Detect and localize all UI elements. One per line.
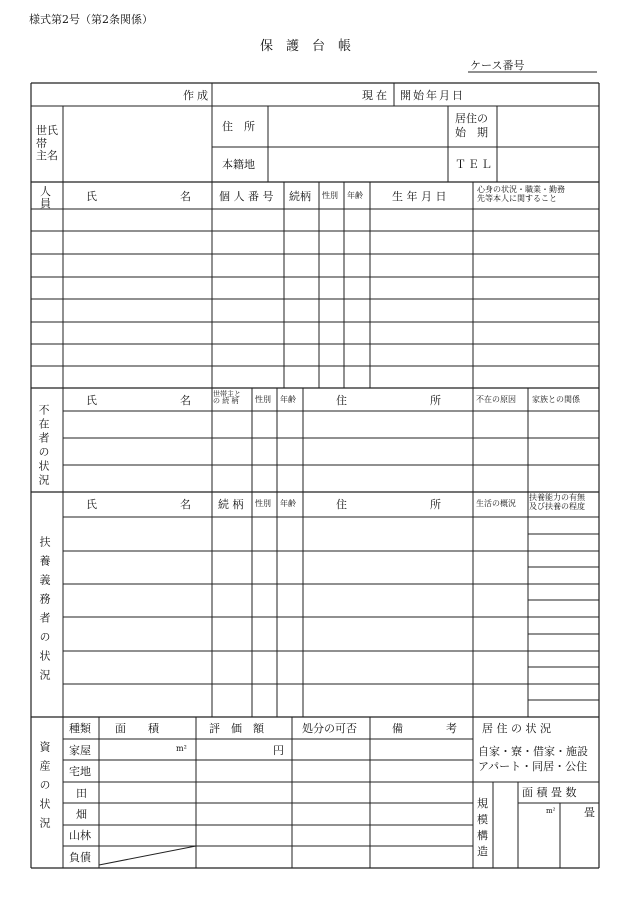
abs-col-name-b: 名 xyxy=(180,394,191,407)
current-label: 現在 xyxy=(362,89,390,102)
abs-col-address-a: 住 xyxy=(336,394,347,407)
col-name-b: 名 xyxy=(180,190,191,203)
sup-col-name-b: 名 xyxy=(180,498,191,511)
col-sex: 性別 xyxy=(322,191,338,200)
asset-col-remarks-b: 考 xyxy=(446,722,457,735)
sup-col-relation: 続 柄 xyxy=(218,498,244,511)
form-reference: 様式第2号（第2条関係） xyxy=(29,13,153,26)
start-date-label: 開始年月日 xyxy=(400,89,465,102)
abs-col-address-b: 所 xyxy=(430,394,441,407)
asset-type-house: 家屋 xyxy=(69,744,91,757)
unit-yen: 円 xyxy=(273,744,284,757)
unit-area-m2: m² xyxy=(176,744,187,753)
col-name-a: 氏 xyxy=(86,190,97,203)
scale-structure-label: 規 模 構 造 xyxy=(477,797,488,858)
case-number-label: ケース番号 xyxy=(470,59,525,72)
abs-col-relation: 世帯主と の 続 柄 xyxy=(213,390,241,406)
sup-col-address-a: 住 xyxy=(336,498,347,511)
abs-col-age: 年齢 xyxy=(280,395,296,404)
assets-side-label: 資産の状況 xyxy=(38,741,51,836)
members-side-label: 人 員 xyxy=(40,185,51,211)
abs-col-name-a: 氏 xyxy=(86,394,97,407)
asset-col-disposal: 処分の可否 xyxy=(302,722,357,735)
household-head-name-label: 世氏 帯 主名 xyxy=(36,124,58,163)
address-label: 住 所 xyxy=(222,120,255,133)
asset-type-field: 畑 xyxy=(76,808,87,821)
asset-col-type: 種類 xyxy=(69,722,91,735)
sup-col-ability: 扶養能力の有無 及び扶養の程度 xyxy=(529,493,585,511)
abs-col-sex: 性別 xyxy=(255,395,271,404)
tel-label: ＴＥＬ xyxy=(455,158,494,171)
col-birthdate: 生 年 月 日 xyxy=(392,190,447,203)
residence-start-label: 居住の 始 期 xyxy=(455,112,488,140)
residence-type-options: 自家・寮・借家・施設 アパート・同居・公住 xyxy=(478,745,588,773)
asset-col-area: 面 積 xyxy=(115,722,159,735)
created-label: 作成 xyxy=(183,89,211,102)
sup-col-age: 年齢 xyxy=(280,499,296,508)
area-tatami-label: 面 積 畳 数 xyxy=(522,786,577,799)
asset-col-residence: 居 住 の 状 況 xyxy=(482,722,551,735)
asset-col-remarks-a: 備 xyxy=(392,722,403,735)
unit-sqm: m² xyxy=(546,807,556,815)
sup-col-sex: 性別 xyxy=(255,499,271,508)
col-id-number: 個 人 番 号 xyxy=(219,190,274,203)
supporters-side-label: 扶養義務者の状況 xyxy=(38,536,51,688)
unit-tatami: 畳 xyxy=(584,806,595,819)
sup-col-address-b: 所 xyxy=(430,498,441,511)
asset-type-debt: 負債 xyxy=(69,851,91,864)
abs-col-family-relation: 家族との関係 xyxy=(532,395,580,404)
col-relation: 続柄 xyxy=(289,190,311,203)
asset-type-forest: 山林 xyxy=(69,829,91,842)
absentees-side-label: 不在者の状況 xyxy=(37,404,50,488)
asset-type-land: 宅地 xyxy=(69,765,91,778)
asset-type-paddy: 田 xyxy=(76,787,87,800)
abs-col-reason: 不在の原因 xyxy=(476,395,516,404)
asset-col-value: 評 価 額 xyxy=(209,722,264,735)
sup-col-living: 生活の概況 xyxy=(476,499,516,508)
page-title: 保 護 台 帳 xyxy=(260,39,352,54)
col-age: 年齢 xyxy=(347,191,363,200)
col-condition: 心身の状況・職業・勤務 先等本人に関すること xyxy=(477,185,565,203)
sup-col-name-a: 氏 xyxy=(86,498,97,511)
domicile-label: 本籍地 xyxy=(222,158,255,171)
